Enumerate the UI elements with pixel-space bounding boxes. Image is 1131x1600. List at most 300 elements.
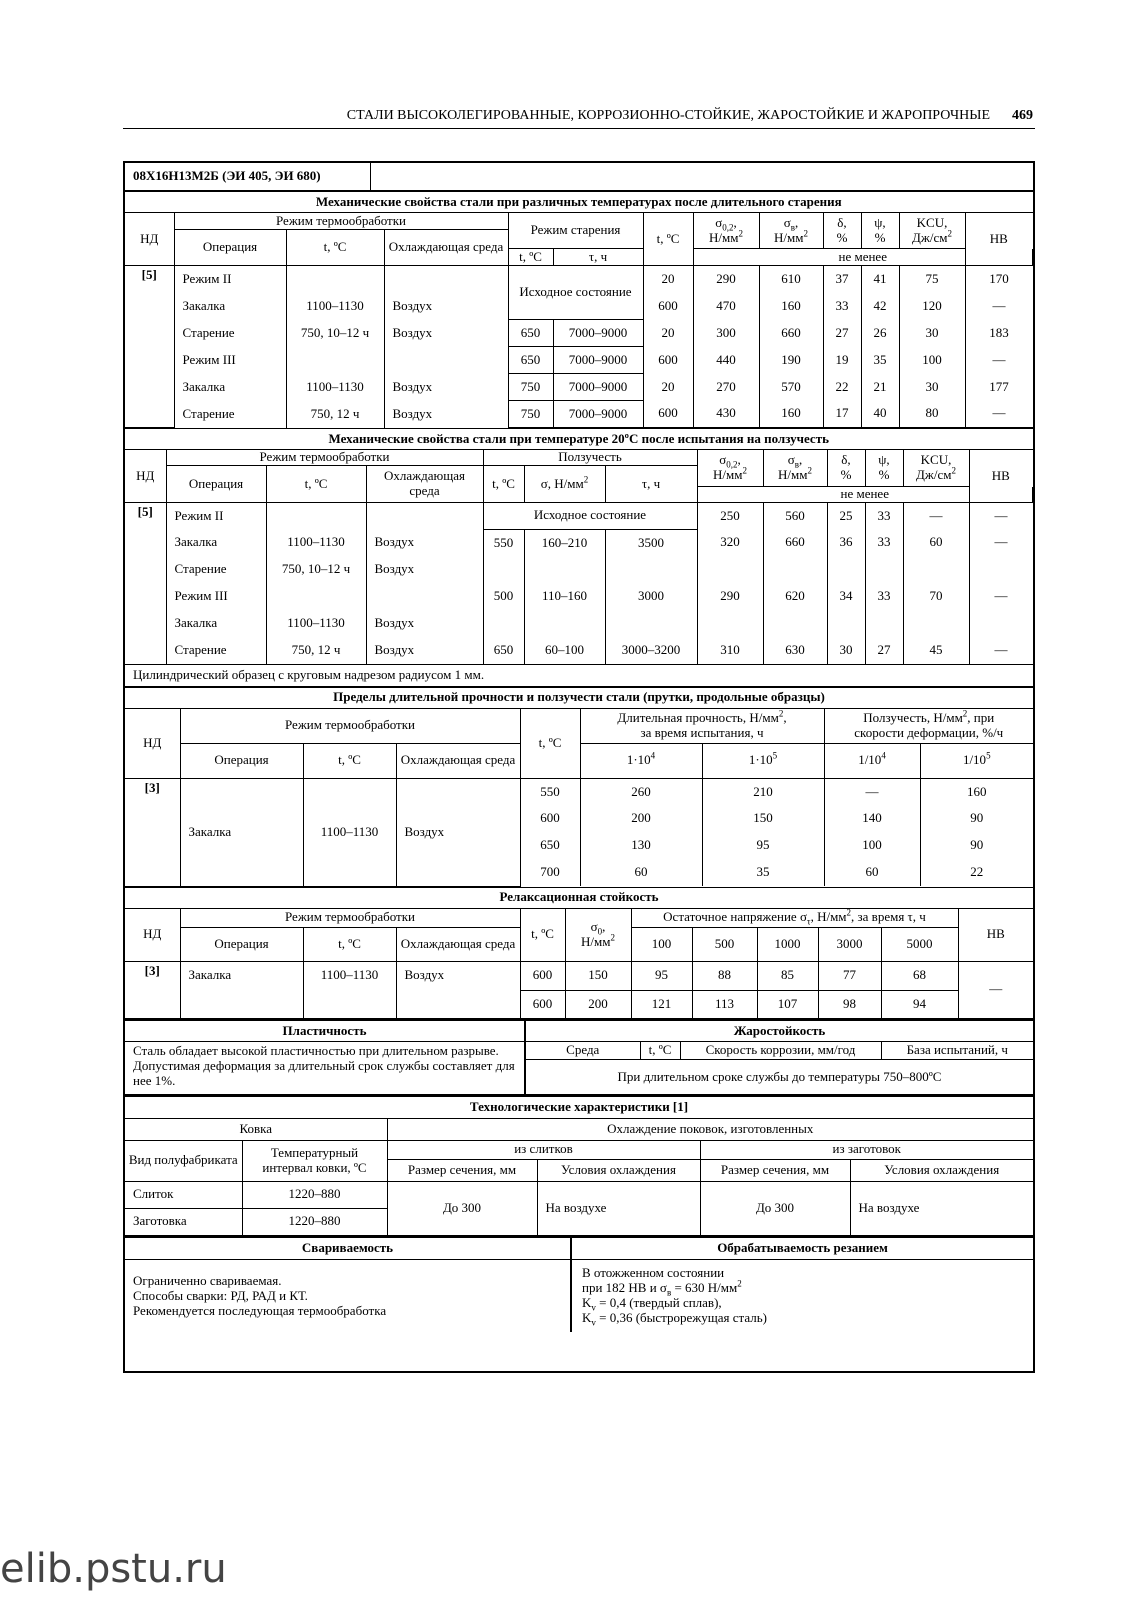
ref: [3] bbox=[125, 778, 180, 886]
table-row bbox=[125, 374, 1033, 401]
cell: 35 bbox=[861, 347, 899, 374]
cell bbox=[524, 556, 605, 583]
cell: 600 bbox=[643, 401, 693, 428]
cell: Воздух bbox=[366, 529, 483, 556]
col-t: t, ºC bbox=[640, 1042, 680, 1060]
cell: 1220–880 bbox=[242, 1208, 387, 1235]
table-row bbox=[125, 529, 1033, 556]
cell: 700 bbox=[520, 859, 580, 886]
cell: — bbox=[903, 502, 969, 529]
cell: 1100–1130 bbox=[266, 529, 366, 556]
aging-title: Механические свойства стали при различных температурах после длительного старения bbox=[125, 192, 1033, 213]
col-psi: ψ, % bbox=[865, 450, 903, 487]
col-operation: Операция bbox=[174, 230, 286, 266]
heat-text: При длительном сроке службы до температуры 750–800ºС bbox=[525, 1060, 1033, 1095]
col-size: Размер сечения, мм bbox=[700, 1159, 850, 1181]
col-creep-tau: τ, ч bbox=[605, 466, 697, 503]
cell: 260 bbox=[580, 778, 702, 805]
col-regime: Режим термообработки bbox=[180, 908, 520, 927]
cell: — bbox=[958, 961, 1033, 1018]
cell: 250 bbox=[697, 502, 763, 529]
cell bbox=[827, 610, 865, 637]
cell: Воздух bbox=[366, 556, 483, 583]
cell: Заготовка bbox=[125, 1208, 242, 1235]
cell bbox=[384, 347, 508, 374]
relax-table bbox=[125, 887, 1033, 1019]
col-time-500: 500 bbox=[692, 927, 757, 961]
cell: 140 bbox=[824, 805, 920, 832]
cell: 34 bbox=[827, 583, 865, 610]
col-aging-t: t, ºC bbox=[508, 249, 553, 266]
cell: Воздух bbox=[384, 401, 508, 428]
cell: 33 bbox=[865, 529, 903, 556]
col-kcu: KCU, $Дж/см^2$ bbox=[899, 213, 965, 249]
col-creep-1e4: $1/10^4$ bbox=[824, 743, 920, 778]
cell: Старение bbox=[174, 401, 286, 428]
col-s02: $\sigma_{0,2}$, $Н/мм^2$ bbox=[697, 450, 763, 487]
cell: 113 bbox=[692, 990, 757, 1018]
cell: 20 bbox=[643, 266, 693, 293]
col-nd: НД bbox=[125, 908, 180, 961]
cell: 430 bbox=[693, 401, 759, 428]
cell bbox=[524, 610, 605, 637]
col-delta: δ, % bbox=[823, 213, 861, 249]
cell: 42 bbox=[861, 293, 899, 320]
cell: 7000–9000 bbox=[553, 374, 643, 401]
cell: Режим II bbox=[166, 502, 266, 529]
table-row bbox=[125, 961, 1033, 990]
col-t: t, ºC bbox=[266, 466, 366, 503]
weld-line: Рекомендуется последующая термообработка bbox=[133, 1302, 387, 1318]
cell: 41 bbox=[861, 266, 899, 293]
cell: Закалка bbox=[174, 293, 286, 320]
cell: 160–210 bbox=[524, 529, 605, 556]
col-sv: $\sigma_в$, $Н/мм^2$ bbox=[759, 213, 823, 249]
cell bbox=[605, 556, 697, 583]
col-cond: Условия охлаждения bbox=[850, 1159, 1033, 1181]
cell: — bbox=[969, 637, 1033, 664]
cell: 33 bbox=[865, 583, 903, 610]
col-cool: Охлаждающая среда bbox=[384, 230, 508, 266]
cell: Слиток bbox=[125, 1181, 242, 1208]
table-row bbox=[125, 401, 1033, 428]
cell bbox=[903, 610, 969, 637]
col-creep: Ползучесть, $Н/мм^2$, при скорости деформации, %/ч bbox=[824, 708, 1033, 743]
col-kind: Вид полуфабриката bbox=[125, 1140, 242, 1181]
aging-body bbox=[125, 266, 1033, 428]
col-medium: Среда bbox=[525, 1042, 640, 1060]
col-s0: $\sigma_0$, $Н/мм^2$ bbox=[565, 908, 631, 961]
col-1e4: $1\cdot 10^4$ bbox=[580, 743, 702, 778]
weld-line: Способы сварки: РД, РАД и КТ. bbox=[133, 1287, 308, 1303]
cell: 660 bbox=[763, 529, 827, 556]
cell: 3000–3200 bbox=[605, 637, 697, 664]
col-aging: Режим старения bbox=[508, 213, 643, 249]
cell: 600 bbox=[643, 293, 693, 320]
cell: — bbox=[965, 347, 1033, 374]
machinability-title: Обрабатываемость резанием bbox=[571, 1237, 1033, 1260]
col-test-t: t, ºC bbox=[520, 908, 565, 961]
cell: 130 bbox=[580, 832, 702, 859]
cell: 60 bbox=[580, 859, 702, 886]
col-t: t, ºC bbox=[286, 230, 384, 266]
plastic-heat-table bbox=[125, 1019, 1033, 1096]
cell: 600 bbox=[520, 805, 580, 832]
steel-datasheet bbox=[123, 161, 1035, 1373]
cell: Закалка bbox=[166, 610, 266, 637]
cell bbox=[266, 583, 366, 610]
cell: 750, 10–12 ч bbox=[286, 320, 384, 347]
col-forging: Ковка bbox=[125, 1118, 387, 1140]
ref: [5] bbox=[125, 502, 166, 664]
machin-line: В отожженном состоянии bbox=[582, 1265, 725, 1281]
cell: 36 bbox=[827, 529, 865, 556]
cell: 27 bbox=[823, 320, 861, 347]
col-operation: Операция bbox=[180, 743, 303, 778]
cell: 88 bbox=[692, 961, 757, 990]
col-test-t: t, ºC bbox=[643, 213, 693, 266]
cell bbox=[903, 556, 969, 583]
cell: — bbox=[965, 401, 1033, 428]
cell: Воздух bbox=[384, 374, 508, 401]
col-creep: Ползучесть bbox=[483, 450, 697, 466]
cell: 650 bbox=[508, 347, 553, 374]
col-cool: Охлаждающая среда bbox=[396, 743, 520, 778]
cell: 750, 10–12 ч bbox=[266, 556, 366, 583]
creep20-body bbox=[125, 502, 1033, 664]
cell bbox=[969, 610, 1033, 637]
cell: Старение bbox=[166, 637, 266, 664]
col-creep-1e5: $1/10^5$ bbox=[920, 743, 1033, 778]
cell: 270 bbox=[693, 374, 759, 401]
cell: 19 bbox=[823, 347, 861, 374]
cell: 1100–1130 bbox=[286, 293, 384, 320]
cell: Закалка bbox=[180, 961, 303, 1018]
col-hb: HB bbox=[958, 908, 1033, 961]
col-t: t, ºC bbox=[303, 743, 396, 778]
cell: 1100–1130 bbox=[286, 374, 384, 401]
cell: До 300 bbox=[700, 1181, 850, 1235]
cell: Воздух bbox=[366, 637, 483, 664]
cell: Старение bbox=[174, 320, 286, 347]
cell: 110–160 bbox=[524, 583, 605, 610]
col-cond: Условия охлаждения bbox=[537, 1159, 700, 1181]
col-test-t: t, ºC bbox=[520, 708, 580, 778]
cell: 20 bbox=[643, 374, 693, 401]
cell: Исходное состояние bbox=[508, 266, 643, 320]
cell: 600 bbox=[643, 347, 693, 374]
cell: 500 bbox=[483, 583, 524, 610]
cell: Воздух bbox=[396, 778, 520, 886]
cell: 1100–1130 bbox=[303, 961, 396, 1018]
cell: 200 bbox=[565, 990, 631, 1018]
cell: 550 bbox=[483, 529, 524, 556]
table-row bbox=[125, 778, 1033, 805]
table-row bbox=[125, 637, 1033, 664]
table-row bbox=[125, 610, 1033, 637]
creep20-title: Механические свойства стали при температуре 20ºС после испытания на ползучесть bbox=[125, 429, 1033, 450]
cell: 22 bbox=[920, 859, 1033, 886]
cell bbox=[697, 610, 763, 637]
cell: 94 bbox=[881, 990, 958, 1018]
cell bbox=[763, 556, 827, 583]
cell: Закалка bbox=[174, 374, 286, 401]
weldability-text bbox=[125, 1260, 571, 1332]
col-time-1000: 1000 bbox=[757, 927, 818, 961]
col-from-blank: из заготовок bbox=[700, 1140, 1033, 1159]
cell: 170 bbox=[965, 266, 1033, 293]
cell: 100 bbox=[899, 347, 965, 374]
cell: 183 bbox=[965, 320, 1033, 347]
cell: 440 bbox=[693, 347, 759, 374]
ref: [5] bbox=[125, 266, 174, 428]
cell: Закалка bbox=[166, 529, 266, 556]
col-nd: НД bbox=[125, 213, 174, 266]
cell: 26 bbox=[861, 320, 899, 347]
cell: 610 bbox=[759, 266, 823, 293]
cell bbox=[366, 583, 483, 610]
cell: 40 bbox=[861, 401, 899, 428]
tech-title: Технологические характеристики [1] bbox=[125, 1096, 1033, 1118]
cell: 30 bbox=[899, 374, 965, 401]
cell: 45 bbox=[903, 637, 969, 664]
table-row bbox=[125, 347, 1033, 374]
col-from-ingot: из слитков bbox=[387, 1140, 700, 1159]
cell: На воздухе bbox=[537, 1181, 700, 1235]
col-interval: Температурный интервал ковки, ºС bbox=[242, 1140, 387, 1181]
machinability-text bbox=[571, 1260, 1033, 1332]
col-t: t, ºC bbox=[303, 927, 396, 961]
cell: 95 bbox=[702, 832, 824, 859]
cell bbox=[827, 556, 865, 583]
running-title: СТАЛИ ВЫСОКОЛЕГИРОВАННЫЕ, КОРРОЗИОННО-СТОЙКИЕ, ЖАРОСТОЙКИЕ И ЖАРОПРОЧНЫЕ bbox=[346, 108, 990, 123]
col-time-5000: 5000 bbox=[881, 927, 958, 961]
longterm-body bbox=[125, 778, 1033, 886]
cell bbox=[483, 556, 524, 583]
col-regime: Режим термообработки bbox=[180, 708, 520, 743]
cell: 750, 12 ч bbox=[286, 401, 384, 428]
machin-line: $K_v = 0,4$ (твердый сплав), bbox=[582, 1295, 722, 1313]
cell: 1100–1130 bbox=[266, 610, 366, 637]
cell: 95 bbox=[631, 961, 692, 990]
cell: 85 bbox=[757, 961, 818, 990]
col-operation: Операция bbox=[180, 927, 303, 961]
cell: 60 bbox=[824, 859, 920, 886]
col-kcu: KCU, $Дж/см^2$ bbox=[903, 450, 969, 487]
col-1e5: $1\cdot 10^5$ bbox=[702, 743, 824, 778]
ref: [3] bbox=[125, 961, 180, 1018]
cell: 630 bbox=[763, 637, 827, 664]
cell: — bbox=[824, 778, 920, 805]
cell bbox=[483, 610, 524, 637]
cell: 290 bbox=[693, 266, 759, 293]
col-operation: Операция bbox=[166, 466, 266, 503]
cell: 30 bbox=[899, 320, 965, 347]
cell: Воздух bbox=[396, 961, 520, 1018]
cell: 150 bbox=[702, 805, 824, 832]
cell: 17 bbox=[823, 401, 861, 428]
col-time-100: 100 bbox=[631, 927, 692, 961]
cell: Режим III bbox=[174, 347, 286, 374]
col-time-3000: 3000 bbox=[818, 927, 881, 961]
cell: 600 bbox=[520, 990, 565, 1018]
col-hb: HB bbox=[969, 450, 1033, 503]
col-hb: HB bbox=[965, 213, 1033, 266]
cell bbox=[366, 502, 483, 529]
col-cool: Охлаждающая среда bbox=[396, 927, 520, 961]
cell: 660 bbox=[759, 320, 823, 347]
plasticity-title: Пластичность bbox=[125, 1020, 525, 1042]
cell: На воздухе bbox=[850, 1181, 1033, 1235]
running-header bbox=[123, 107, 1035, 129]
cell: 160 bbox=[759, 293, 823, 320]
cell: 3000 bbox=[605, 583, 697, 610]
cell bbox=[697, 556, 763, 583]
cell: 570 bbox=[759, 374, 823, 401]
cell: 470 bbox=[693, 293, 759, 320]
col-nd: НД bbox=[125, 450, 166, 503]
longterm-table bbox=[125, 687, 1033, 887]
cell: 120 bbox=[899, 293, 965, 320]
cell: Воздух bbox=[384, 320, 508, 347]
cell: 70 bbox=[903, 583, 969, 610]
cell: — bbox=[965, 293, 1033, 320]
table-row bbox=[125, 556, 1033, 583]
col-cool: Охлаждающая среда bbox=[366, 466, 483, 503]
cell bbox=[266, 502, 366, 529]
table-row bbox=[125, 266, 1033, 293]
cell: Воздух bbox=[384, 293, 508, 320]
cell: 190 bbox=[759, 347, 823, 374]
cell: 177 bbox=[965, 374, 1033, 401]
cell bbox=[286, 266, 384, 293]
cell: 600 bbox=[520, 961, 565, 990]
cell: 20 bbox=[643, 320, 693, 347]
cell: 160 bbox=[920, 778, 1033, 805]
cell: 620 bbox=[763, 583, 827, 610]
cell: 1220–880 bbox=[242, 1181, 387, 1208]
cell: 210 bbox=[702, 778, 824, 805]
col-delta: δ, % bbox=[827, 450, 865, 487]
cell: 60–100 bbox=[524, 637, 605, 664]
creep20-table bbox=[125, 428, 1033, 687]
cell: Режим II bbox=[174, 266, 286, 293]
cell: 150 bbox=[565, 961, 631, 990]
col-s02: $\sigma_{0,2}$, $Н/мм^2$ bbox=[693, 213, 759, 249]
cell: 33 bbox=[865, 502, 903, 529]
cell bbox=[763, 610, 827, 637]
cell: 21 bbox=[861, 374, 899, 401]
weld-line: Ограниченно свариваемая. bbox=[133, 1272, 282, 1288]
col-cooling: Охлаждение поковок, изготовленных bbox=[387, 1118, 1033, 1140]
plasticity-text: Сталь обладает высокой пластичностью при длительном разрыве. Допустимая деформация за длительный срок службы составляет для нее 1%. bbox=[125, 1042, 525, 1095]
cell: 7000–9000 bbox=[553, 401, 643, 428]
cell: 290 bbox=[697, 583, 763, 610]
cell: Старение bbox=[166, 556, 266, 583]
machin-line: $K_v = 0,36$ (быстрорежущая сталь) bbox=[582, 1310, 768, 1328]
cell: 650 bbox=[508, 320, 553, 347]
min-label: не менее bbox=[697, 487, 1033, 503]
col-aging-tau: τ, ч bbox=[553, 249, 643, 266]
cell: Воздух bbox=[366, 610, 483, 637]
cell: 560 bbox=[763, 502, 827, 529]
col-psi: ψ, % bbox=[861, 213, 899, 249]
cell: Режим III bbox=[166, 583, 266, 610]
cell: — bbox=[969, 529, 1033, 556]
cell: Исходное состояние bbox=[483, 502, 697, 529]
col-sv: $\sigma_в$, $Н/мм^2$ bbox=[763, 450, 827, 487]
cell bbox=[384, 266, 508, 293]
cell: 7000–9000 bbox=[553, 347, 643, 374]
col-regime: Режим термообработки bbox=[174, 213, 508, 230]
col-test-base: База испытаний, ч bbox=[881, 1042, 1033, 1060]
table-row bbox=[125, 502, 1033, 529]
cell: 80 bbox=[899, 401, 965, 428]
cell bbox=[969, 556, 1033, 583]
cell: 300 bbox=[693, 320, 759, 347]
creep20-note: Цилиндрический образец с круговым надрезом радиусом 1 мм. bbox=[125, 664, 1033, 686]
cell: 320 bbox=[697, 529, 763, 556]
cell: 33 bbox=[823, 293, 861, 320]
col-regime: Режим термообработки bbox=[166, 450, 483, 466]
cell: 200 bbox=[580, 805, 702, 832]
cell: 27 bbox=[865, 637, 903, 664]
cell: 68 bbox=[881, 961, 958, 990]
cell bbox=[865, 556, 903, 583]
cell: 35 bbox=[702, 859, 824, 886]
cell: 22 bbox=[823, 374, 861, 401]
cell: 750 bbox=[508, 374, 553, 401]
table-row bbox=[125, 320, 1033, 347]
cell bbox=[286, 347, 384, 374]
cell: 98 bbox=[818, 990, 881, 1018]
cell: 25 bbox=[827, 502, 865, 529]
cell: 7000–9000 bbox=[553, 320, 643, 347]
tech-table bbox=[125, 1095, 1033, 1236]
cell: 310 bbox=[697, 637, 763, 664]
relax-title: Релаксационная стойкость bbox=[125, 887, 1033, 908]
cell: 77 bbox=[818, 961, 881, 990]
col-creep-sigma: σ, $Н/мм^2$ bbox=[524, 466, 605, 503]
min-label: не менее bbox=[693, 249, 1033, 266]
cell: 650 bbox=[520, 832, 580, 859]
cell: 160 bbox=[759, 401, 823, 428]
longterm-title: Пределы длительной прочности и ползучести стали (прутки, продольные образцы) bbox=[125, 687, 1033, 708]
aging-table bbox=[125, 191, 1033, 428]
cell: 121 bbox=[631, 990, 692, 1018]
weld-machining-table bbox=[125, 1236, 1033, 1332]
cell: 90 bbox=[920, 805, 1033, 832]
machin-line: при 182 HB и $\sigma_в = 630$ $Н/мм^2$ bbox=[582, 1278, 742, 1298]
cell bbox=[865, 610, 903, 637]
cell: 75 bbox=[899, 266, 965, 293]
cell: 100 bbox=[824, 832, 920, 859]
cell: 90 bbox=[920, 832, 1033, 859]
steel-grade: 08Х16Н13М2Б (ЭИ 405, ЭИ 680) bbox=[125, 163, 370, 191]
cell: 650 bbox=[483, 637, 524, 664]
col-creep-t: t, ºC bbox=[483, 466, 524, 503]
table-row bbox=[125, 1181, 1033, 1208]
col-corrosion-rate: Скорость коррозии, мм/год bbox=[680, 1042, 881, 1060]
page-number: 469 bbox=[1012, 108, 1033, 123]
watermark: elib.pstu.ru bbox=[0, 1546, 227, 1592]
cell: 550 bbox=[520, 778, 580, 805]
cell: 750, 12 ч bbox=[266, 637, 366, 664]
cell: 37 bbox=[823, 266, 861, 293]
cell: 60 bbox=[903, 529, 969, 556]
cell bbox=[605, 610, 697, 637]
cell: 750 bbox=[508, 401, 553, 428]
